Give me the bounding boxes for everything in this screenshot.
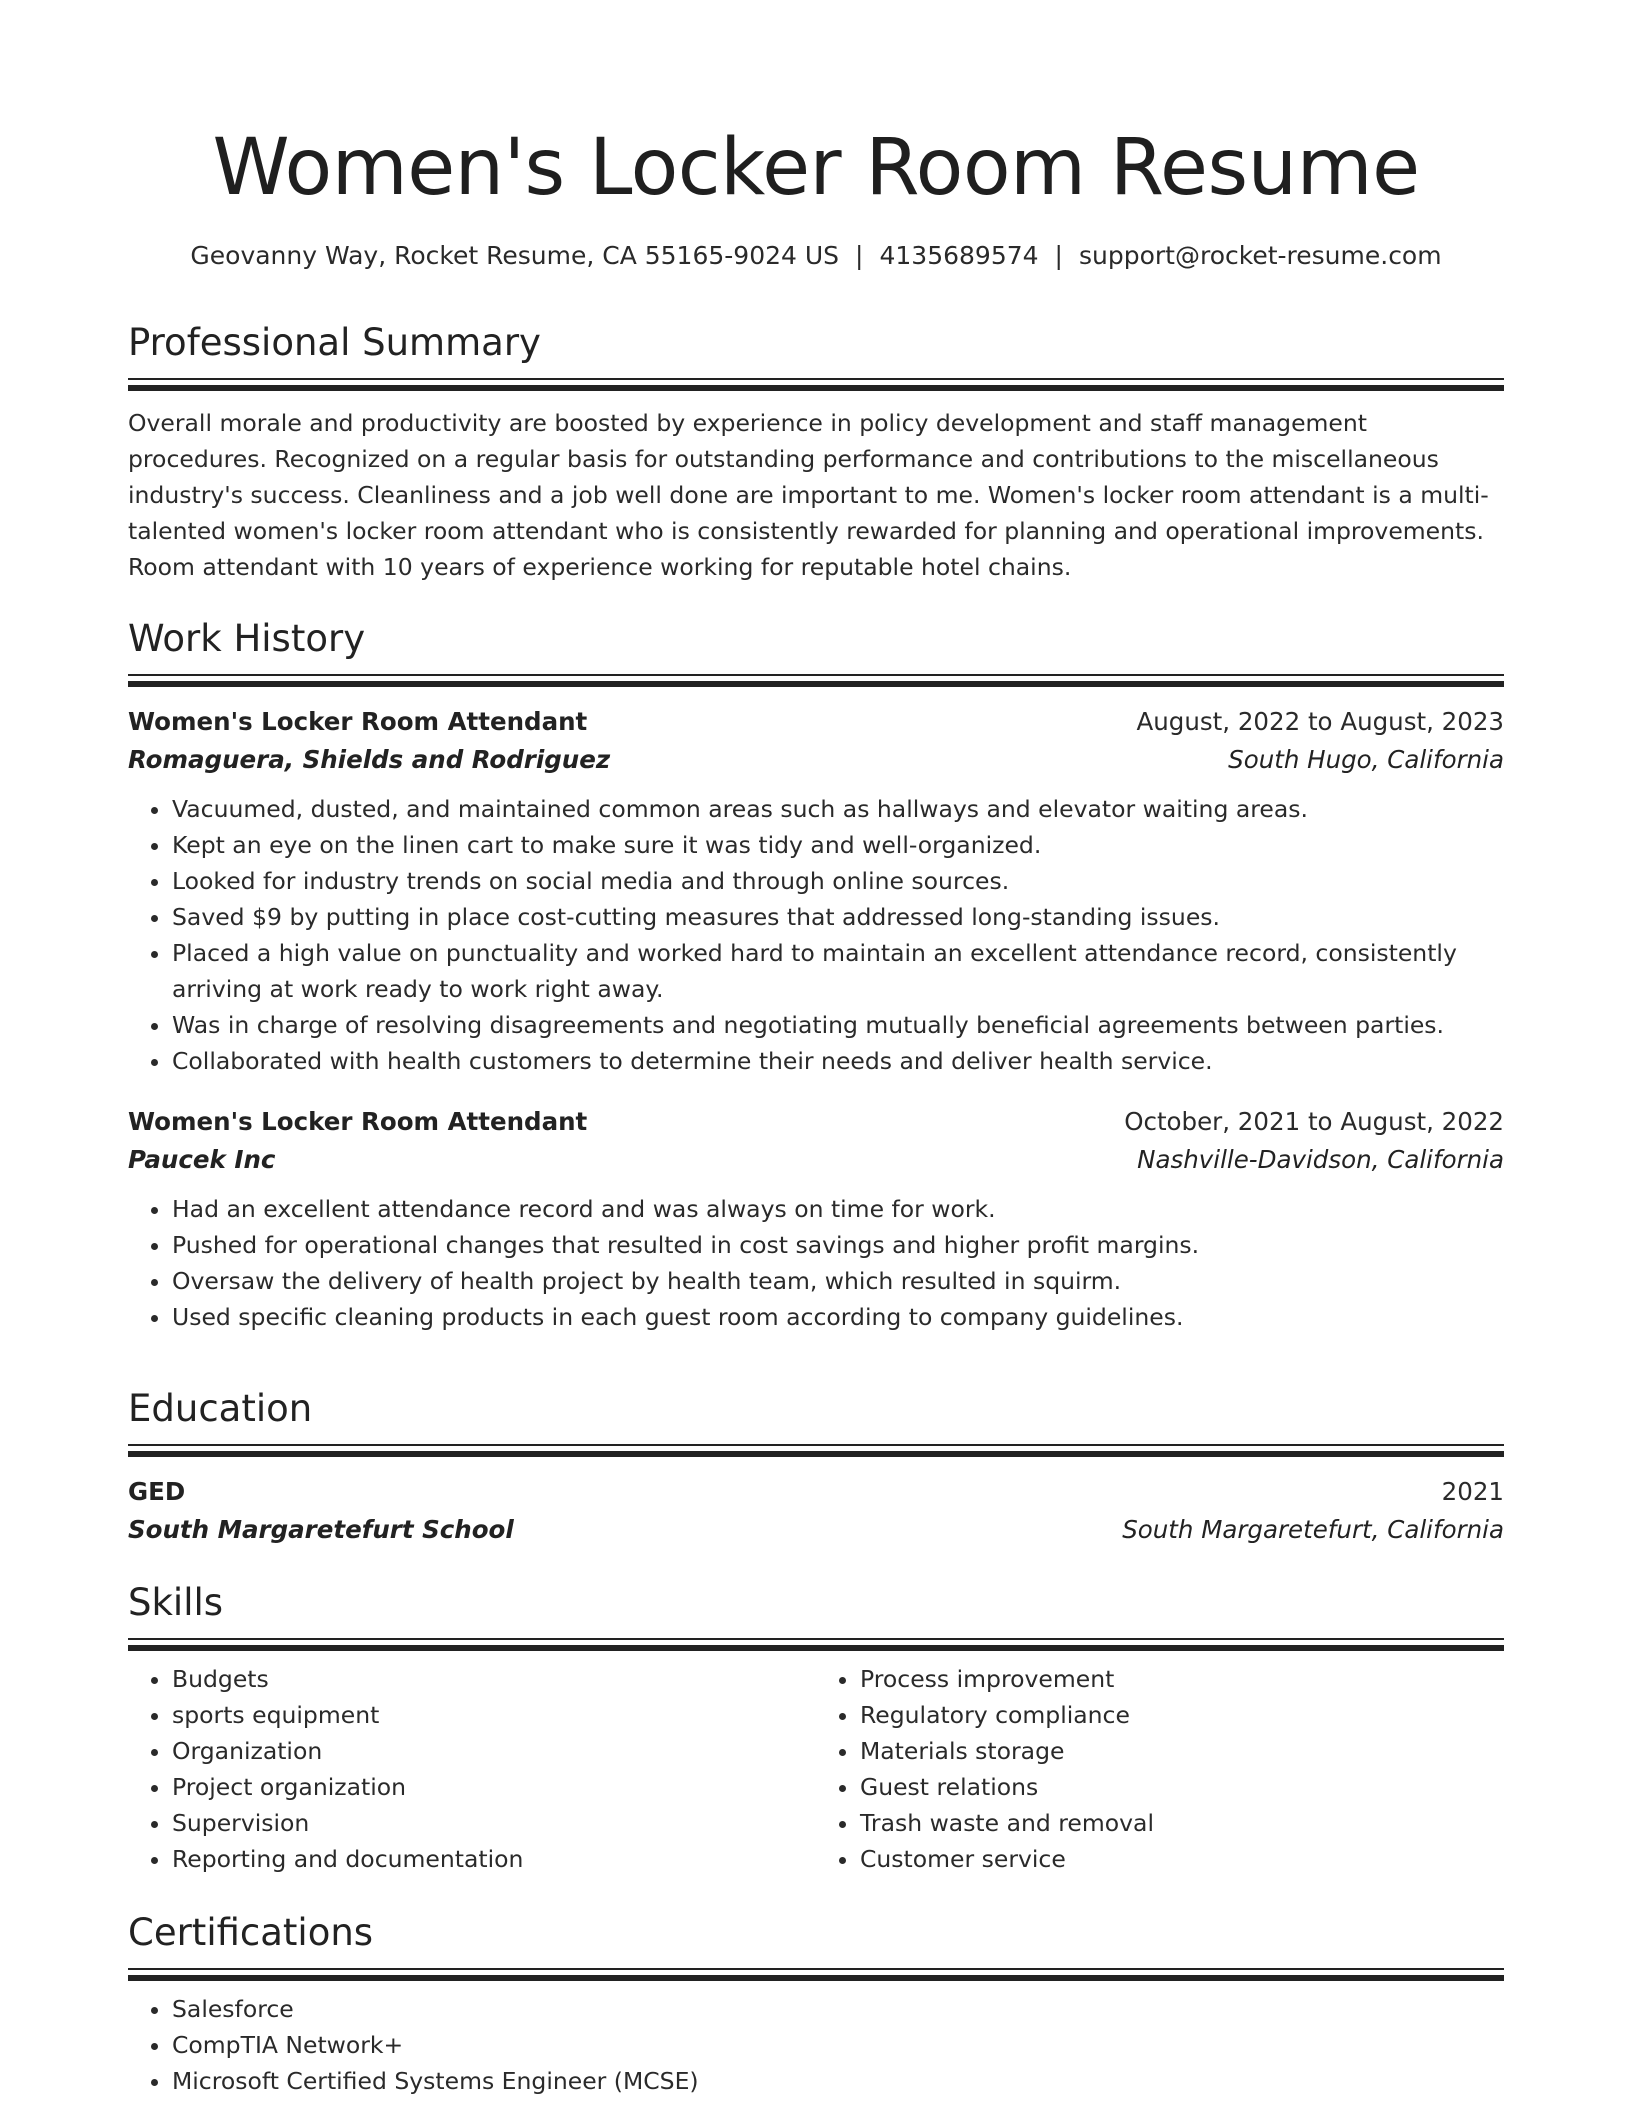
- summary-section: [128, 318, 1504, 585]
- list-item: • Was in charge of resolving disagreements and negotiating mutually beneficial agreements between parties.: [172, 1007, 1504, 1043]
- section-rule-thick: [128, 1975, 1504, 1981]
- list-item: • Collaborated with health customers to determine their needs and deliver health service.: [172, 1043, 1504, 1079]
- education-section: [128, 1384, 1504, 1549]
- skills-list-left: [128, 1661, 816, 1877]
- section-rule-thick: [128, 385, 1504, 391]
- skills-heading: Skills: [128, 1581, 224, 1624]
- list-item: • Organization: [172, 1733, 816, 1769]
- job-entry: [128, 703, 1504, 1079]
- list-item: • Pushed for operational changes that resulted in cost savings and higher profit margins.: [172, 1227, 1504, 1263]
- list-item: • CompTIA Network+: [172, 2027, 1504, 2063]
- work-history-section: [128, 614, 1504, 1335]
- skills-section: [128, 1578, 1504, 1877]
- skills-columns: [128, 1661, 1504, 1877]
- list-item: • Reporting and documentation: [172, 1841, 816, 1877]
- job-dates: October, 2021 to August, 2022: [1124, 1107, 1504, 1136]
- list-item: • Customer service: [860, 1841, 1504, 1877]
- list-item: • Guest relations: [860, 1769, 1504, 1805]
- job-bullets: [128, 1191, 1504, 1335]
- job-company: Paucek Inc: [128, 1145, 276, 1174]
- section-rule: [128, 1638, 1504, 1640]
- certifications-section: [128, 1908, 1504, 2099]
- list-item: • Trash waste and removal: [860, 1805, 1504, 1841]
- list-item: • Saved $9 by putting in place cost-cutting measures that addressed long-standing issues.: [172, 899, 1504, 935]
- education-heading: Education: [128, 1387, 313, 1430]
- job-location: Nashville-Davidson, California: [1137, 1145, 1504, 1174]
- list-item: • sports equipment: [172, 1697, 816, 1733]
- list-item: • Budgets: [172, 1661, 816, 1697]
- list-item: • Looked for industry trends on social media and through online sources.: [172, 863, 1504, 899]
- job-company: Romaguera, Shields and Rodriguez: [128, 745, 611, 774]
- contact-phone: 4135689574: [879, 241, 1039, 270]
- education-year: 2021: [1441, 1477, 1504, 1506]
- list-item: • Microsoft Certified Systems Engineer (MCSE): [172, 2063, 1504, 2099]
- list-item: • Regulatory compliance: [860, 1697, 1504, 1733]
- job-dates: August, 2022 to August, 2023: [1136, 707, 1504, 736]
- list-item: • Used specific cleaning products in each guest room according to company guidelines.: [172, 1299, 1504, 1335]
- list-item: • Supervision: [172, 1805, 816, 1841]
- list-item: • Kept an eye on the linen cart to make sure it was tidy and well-organized.: [172, 827, 1504, 863]
- job-title: Women's Locker Room Attendant: [128, 707, 588, 736]
- section-rule: [128, 1968, 1504, 1970]
- work-history-heading: Work History: [128, 617, 366, 660]
- certifications-heading: Certifications: [128, 1911, 374, 1954]
- job-location: South Hugo, California: [1228, 745, 1504, 774]
- contact-separator: |: [855, 241, 864, 270]
- contact-address: Geovanny Way, Rocket Resume, CA 55165-9024 US: [190, 241, 840, 270]
- contact-line: [128, 238, 1504, 274]
- education-school: South Margaretefurt School: [128, 1515, 514, 1544]
- section-rule-thick: [128, 681, 1504, 687]
- section-rule: [128, 1444, 1504, 1446]
- certifications-list: [128, 1991, 1504, 2099]
- list-item: • Materials storage: [860, 1733, 1504, 1769]
- job-entry: [128, 1103, 1504, 1335]
- list-item: • Project organization: [172, 1769, 816, 1805]
- section-rule-thick: [128, 1451, 1504, 1457]
- list-item: • Vacuumed, dusted, and maintained common areas such as hallways and elevator waiting areas.: [172, 791, 1504, 827]
- section-rule: [128, 378, 1504, 380]
- summary-heading: Professional Summary: [128, 321, 541, 364]
- job-bullets: [128, 791, 1504, 1079]
- section-rule-thick: [128, 1645, 1504, 1651]
- education-entry: [128, 1473, 1504, 1549]
- list-item: • Oversaw the delivery of health project by health team, which resulted in squirm.: [172, 1263, 1504, 1299]
- skills-list-right: [816, 1661, 1504, 1877]
- list-item: • Placed a high value on punctuality and worked hard to maintain an excellent attendance record, consistently arriving at work ready to work right away.: [172, 935, 1504, 1007]
- list-item: • Salesforce: [172, 1991, 1504, 2027]
- resume-title: Women's Locker Room Resume: [212, 123, 1420, 213]
- section-rule: [128, 674, 1504, 676]
- job-title: Women's Locker Room Attendant: [128, 1107, 588, 1136]
- contact-email: support@rocket-resume.com: [1078, 241, 1442, 270]
- education-degree: GED: [128, 1477, 186, 1506]
- education-location: South Margaretefurt, California: [1122, 1515, 1504, 1544]
- list-item: • Had an excellent attendance record and was always on time for work.: [172, 1191, 1504, 1227]
- summary-text: Overall morale and productivity are boosted by experience in policy development and staff management procedures. Recognized on a regular basis for outstanding performance and contributions to the miscellaneous industry's success. Cleanliness and a job well done are important to me. Women's locker room attendant is a multi-talented women's locker room attendant who is consistently rewarded for planning and operational improvements. Room attendant with 10 years of experience working for reputable hotel chains.: [128, 409, 1489, 581]
- contact-separator: |: [1054, 241, 1063, 270]
- list-item: • Process improvement: [860, 1661, 1504, 1697]
